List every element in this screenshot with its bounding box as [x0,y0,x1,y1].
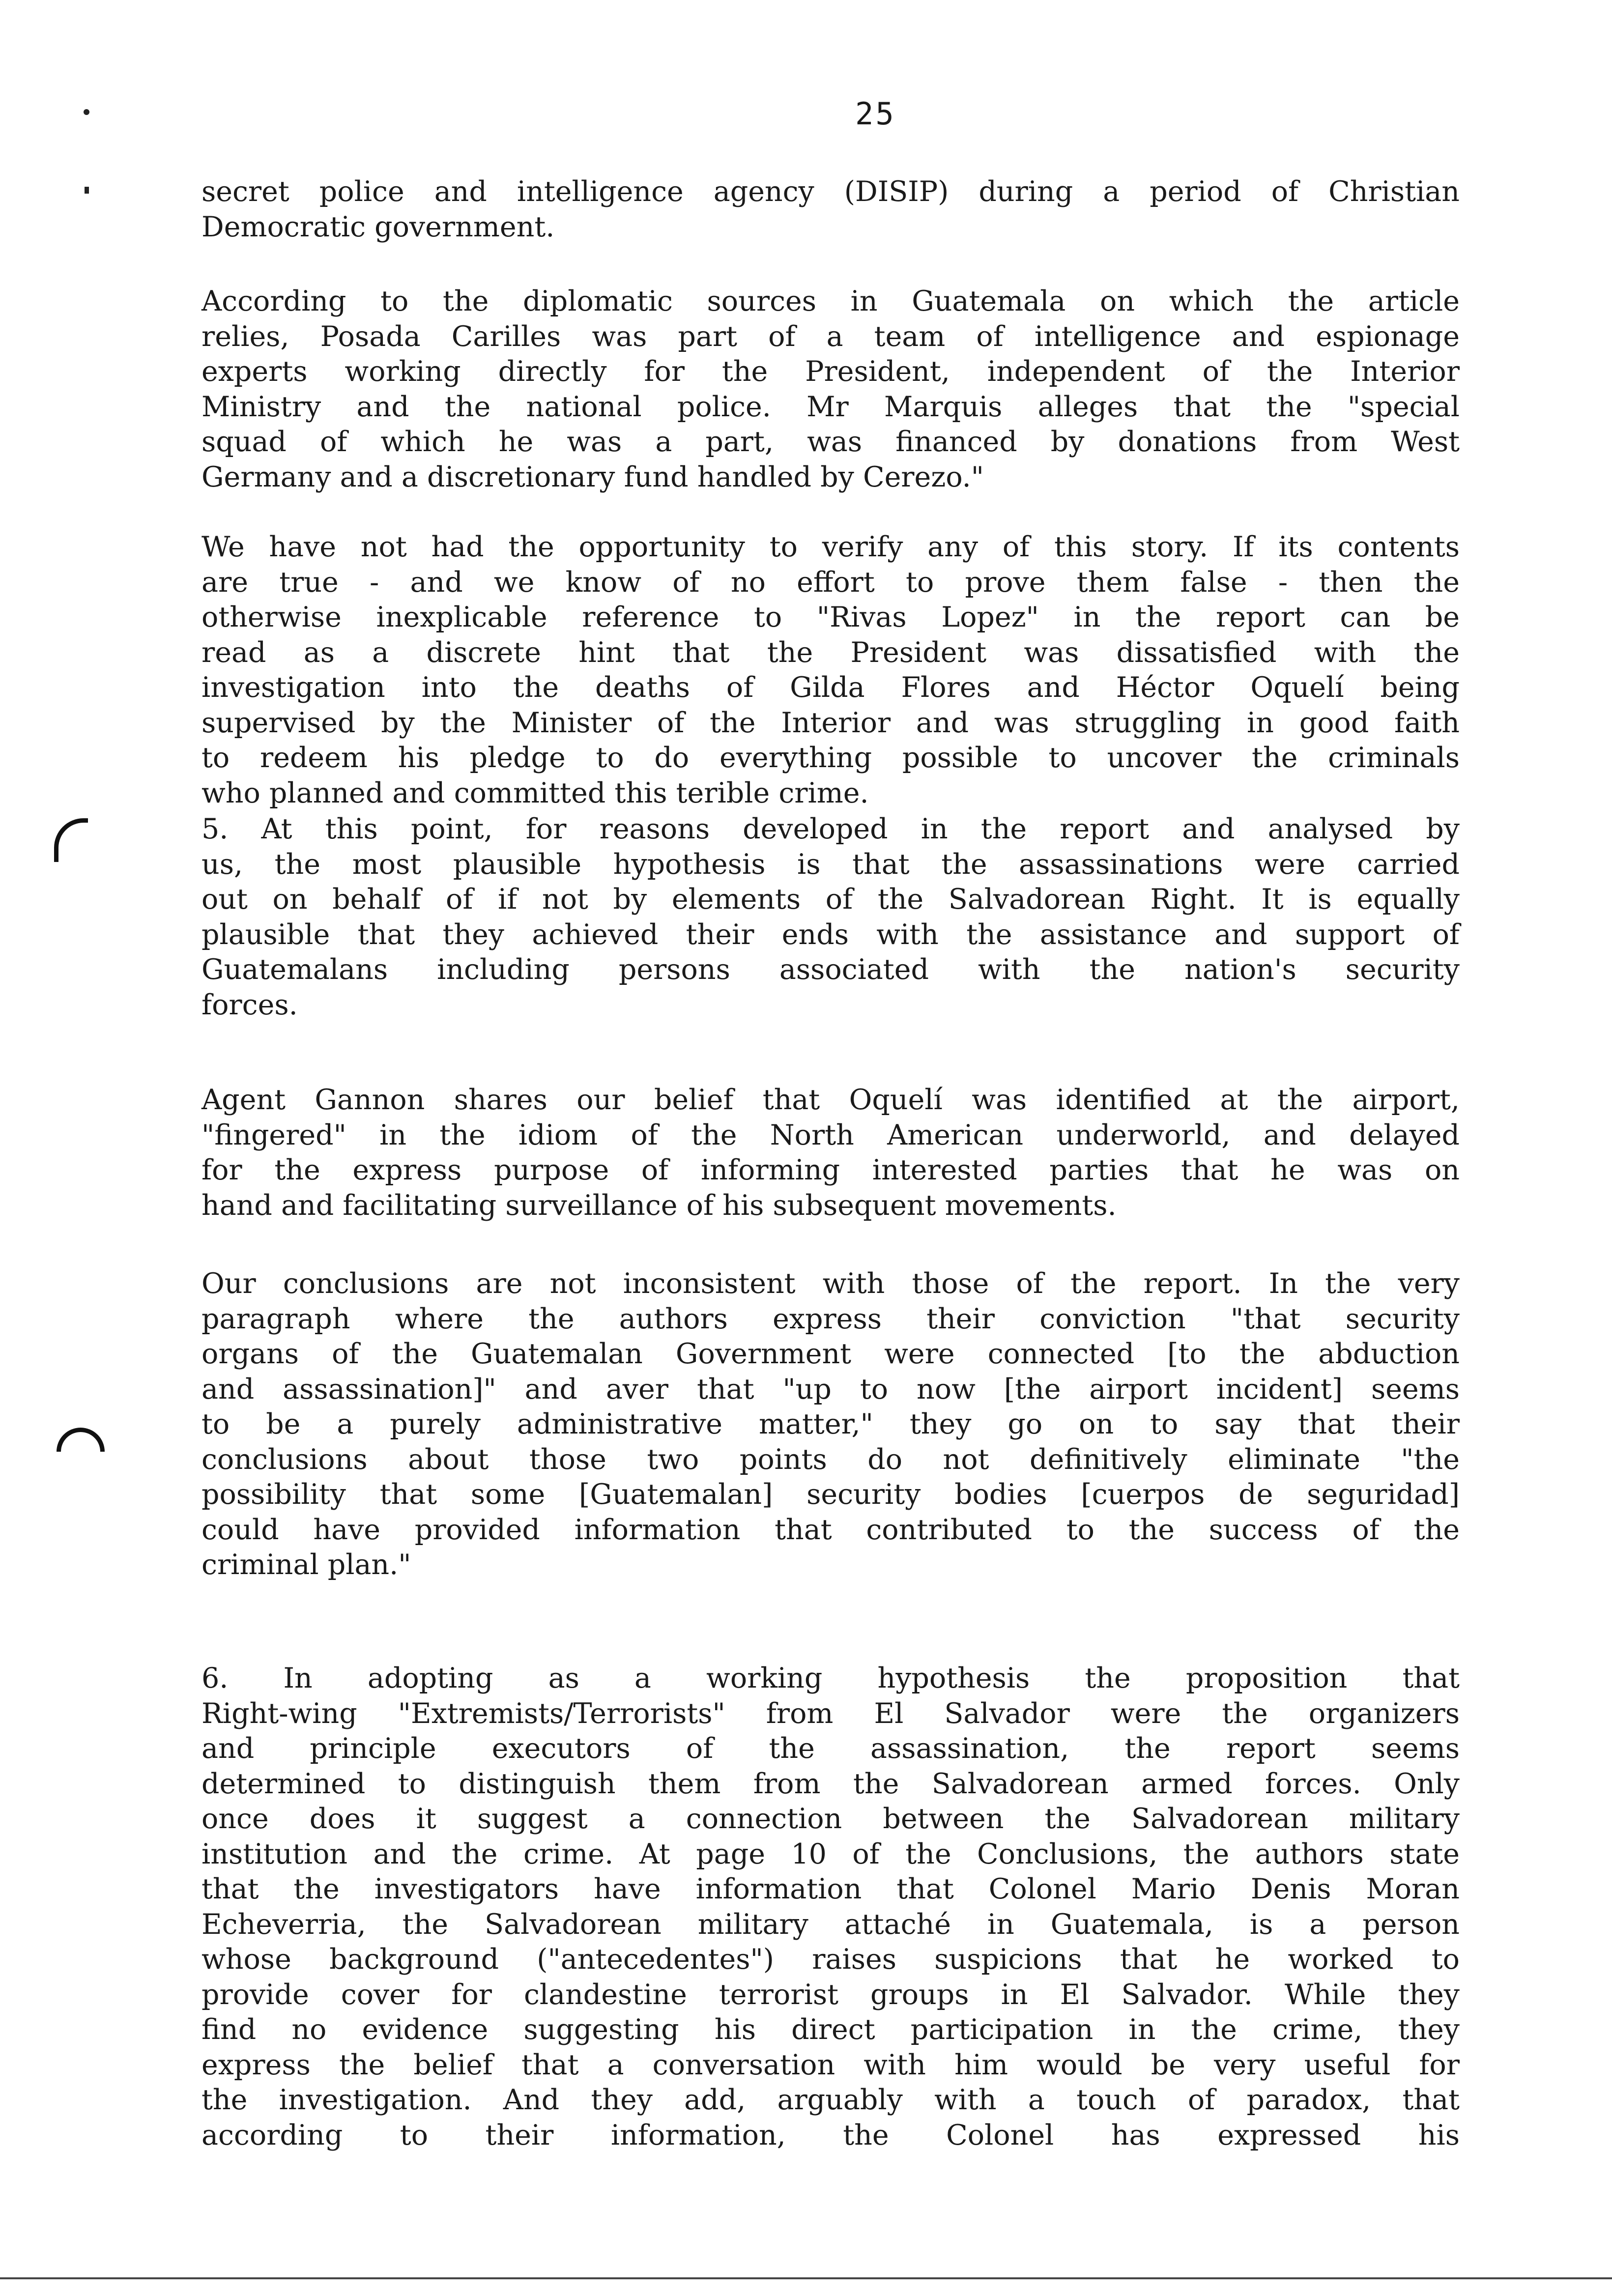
paragraph [202,174,1460,245]
text-line: possibility that some [Guatemalan] security bodies [cuerpos de seguridad] [202,1478,1460,1511]
text-line: experts working directly for the President, independent of the Interior [202,355,1460,388]
text-line: 5. At this point, for reasons developed in the report and analysed by [202,813,1460,845]
paragraph [202,284,1460,495]
text-line: could have provided information that contributed to the success of the [202,1513,1460,1546]
text-line: investigation into the deaths of Gilda Flores and Héctor Oquelí being [202,671,1460,704]
text-line: once does it suggest a connection between the Salvadorean military [202,1803,1460,1835]
text-line: We have not had the opportunity to verify any of this story. If its contents [202,531,1460,563]
text-line: us, the most plausible hypothesis is that the assassinations were carried [202,848,1460,881]
text-line: to be a purely administrative matter," they go on to say that their [202,1408,1460,1440]
text-line: according to their information, the Colonel has expressed his [202,2119,1460,2152]
text-line: Germany and a discretionary fund handled by Cerezo." [202,460,984,493]
text-line: are true - and we know of no effort to prove them false - then the [202,566,1460,599]
text-line: 6. In adopting as a working hypothesis the proposition that [202,1662,1460,1694]
page-number: 25 [855,96,896,132]
text-line: forces. [202,988,298,1021]
text-line: conclusions about those two points do not definitively eliminate "the [202,1443,1460,1476]
paragraph [202,1266,1460,1583]
text-line: to redeem his pledge to do everything possible to uncover the criminals [202,742,1460,774]
text-line: Our conclusions are not inconsistent with those of the report. In the very [202,1267,1460,1300]
text-line: organs of the Guatemalan Government were connected [to the abduction [202,1338,1460,1370]
text-line: paragraph where the authors express their conviction "that security [202,1302,1460,1335]
text-line: whose background ("antecedentes") raises suspicions that he worked to [202,1943,1460,1976]
text-line: provide cover for clandestine terrorist groups in El Salvador. While they [202,1978,1460,2011]
text-line: determined to distinguish them from the Salvadorean armed forces. Only [202,1767,1460,1800]
text-line: supervised by the Minister of the Interior and was struggling in good faith [202,706,1460,739]
text-line: the investigation. And they add, arguably with a touch of paradox, that [202,2084,1460,2116]
text-line: who planned and committed this terible crime. [202,776,869,809]
margin-dot [85,187,89,194]
text-line: read as a discrete hint that the President was dissatisfied with the [202,636,1460,669]
text-line: find no evidence suggesting his direct participation in the crime, they [202,2013,1460,2046]
text-line: institution and the crime. At page 10 of the Conclusions, the authors state [202,1837,1460,1870]
text-line: criminal plan." [202,1549,411,1581]
paragraph [202,1661,1460,2153]
bottom-rule [0,2277,1612,2279]
text-line: out on behalf of if not by elements of the Salvadorean Right. It is equally [202,883,1460,916]
text-line: secret police and intelligence agency (DISIP) during a period of Christian [202,175,1460,208]
text-line: relies, Posada Carilles was part of a team of intelligence and espionage [202,320,1460,353]
paragraph [202,530,1460,811]
text-line: and assassination]" and aver that "up to now [the airport incident] seems [202,1373,1460,1406]
text-line: According to the diplomatic sources in Guatemala on which the article [202,285,1460,317]
text-line: squad of which he was a part, was financed by donations from West [202,426,1460,458]
margin-dot [84,109,89,115]
text-line: Agent Gannon shares our belief that Oquelí was identified at the airport, [202,1084,1460,1116]
text-line: hand and facilitating surveillance of his subsequent movements. [202,1189,1117,1222]
margin-bracket-mark [54,818,88,862]
text-line: Guatemalans including persons associated with the nation's security [202,953,1460,986]
text-line: Ministry and the national police. Mr Marquis alleges that the "special [202,390,1460,423]
text-line: plausible that they achieved their ends with the assistance and support of [202,918,1460,951]
text-line: Echeverria, the Salvadorean military attaché in Guatemala, is a person [202,1908,1460,1941]
text-line: "fingered" in the idiom of the North American underworld, and delayed [202,1119,1460,1151]
text-line: that the investigators have information that Colonel Mario Denis Moran [202,1873,1460,1905]
text-line: for the express purpose of informing interested parties that he was on [202,1154,1460,1186]
text-line: Democratic government. [202,210,555,243]
paragraph [202,1083,1460,1223]
text-line: otherwise inexplicable reference to "Rivas Lopez" in the report can be [202,601,1460,633]
text-line: Right-wing "Extremists/Terrorists" from El Salvador were the organizers [202,1697,1460,1730]
text-line: and principle executors of the assassination, the report seems [202,1732,1460,1765]
text-line: express the belief that a conversation with him would be very useful for [202,2048,1460,2081]
paragraph [202,812,1460,1023]
margin-bracket-mark [57,1428,105,1452]
